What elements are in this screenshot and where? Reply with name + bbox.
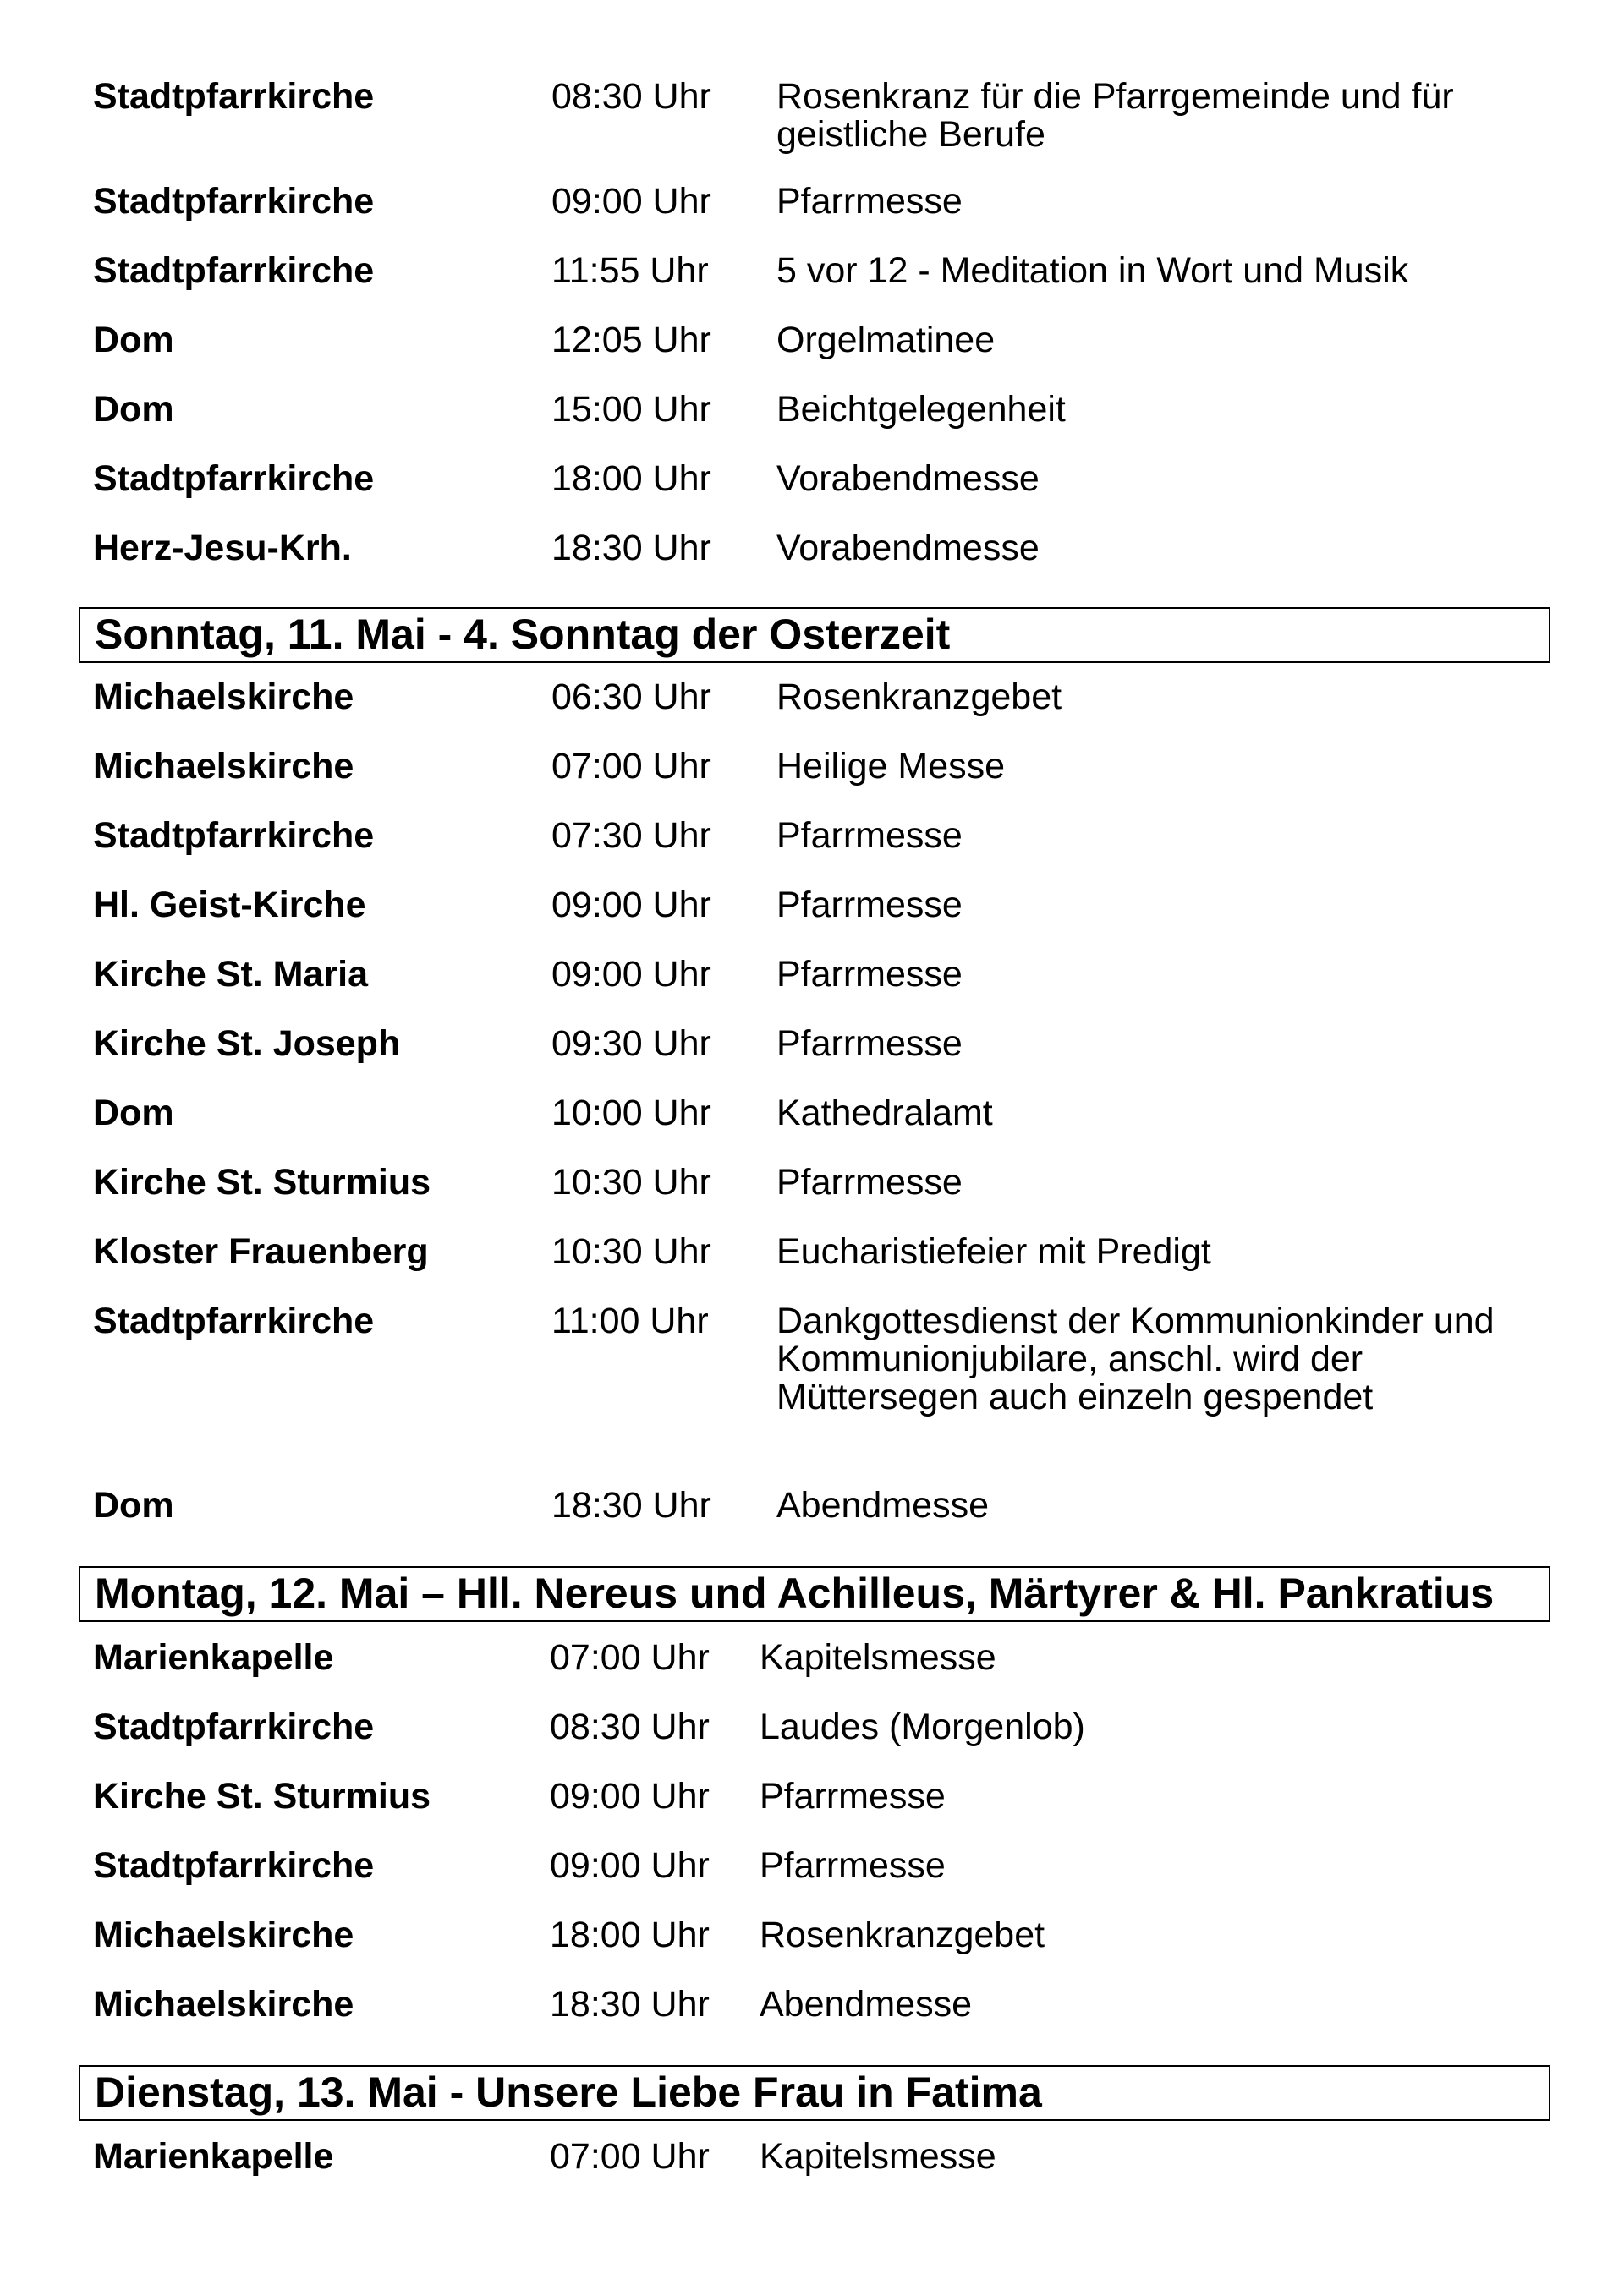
- church-name: Stadtpfarrkirche: [93, 1301, 375, 1341]
- church-name: Michaelskirche: [93, 746, 354, 786]
- service-description-line: Pfarrmesse: [776, 1023, 963, 1064]
- service-description-line: 5 vor 12 - Meditation in Wort und Musik: [776, 250, 1409, 291]
- service-description: [776, 748, 1005, 786]
- church-name: Kloster Frauenberg: [93, 1231, 429, 1272]
- church-name: Stadtpfarrkirche: [93, 76, 375, 117]
- service-description-line: Pfarrmesse: [760, 1845, 946, 1886]
- church-name: Hl. Geist-Kirche: [93, 885, 366, 925]
- service-description: [776, 529, 1040, 567]
- service-time: 09:00 Uhr: [551, 954, 711, 995]
- church-name: Michaelskirche: [93, 1984, 354, 2025]
- service-description-line: Pfarrmesse: [776, 181, 963, 222]
- service-description: [760, 2138, 996, 2176]
- service-description: [776, 252, 1408, 290]
- service-time: 09:00 Uhr: [550, 1845, 710, 1886]
- service-time: 15:00 Uhr: [551, 389, 711, 430]
- service-description-line: Laudes (Morgenlob): [760, 1707, 1085, 1747]
- service-time: 09:00 Uhr: [550, 1776, 710, 1817]
- church-name: Dom: [93, 1093, 174, 1133]
- service-time: 18:00 Uhr: [551, 458, 711, 499]
- church-name: Kirche St. Maria: [93, 954, 368, 995]
- service-description-line: Müttersegen auch einzeln gespendet: [776, 1377, 1374, 1417]
- service-description: [776, 460, 1040, 498]
- service-description: [776, 391, 1066, 429]
- church-name: Marienkapelle: [93, 2136, 334, 2177]
- service-description: [760, 1639, 996, 1677]
- service-time: 18:30 Uhr: [551, 1485, 711, 1526]
- service-description: [776, 1094, 993, 1132]
- service-description-line: Vorabendmesse: [776, 458, 1040, 499]
- service-description-line: Heilige Messe: [776, 746, 1006, 786]
- service-time: 11:00 Uhr: [551, 1301, 709, 1341]
- service-description: [776, 1487, 989, 1525]
- service-description: [776, 1164, 963, 1202]
- church-name: Stadtpfarrkirche: [93, 181, 375, 222]
- service-description: [776, 886, 963, 924]
- day-header: Sonntag, 11. Mai - 4. Sonntag der Osterzeit: [79, 607, 1550, 663]
- day-header: Dienstag, 13. Mai - Unsere Liebe Frau in Fatima: [79, 2065, 1550, 2121]
- service-description-line: Beichtgelegenheit: [776, 389, 1066, 430]
- church-name: Michaelskirche: [93, 1915, 354, 1955]
- church-name: Marienkapelle: [93, 1637, 334, 1678]
- service-description-line: Rosenkranzgebet: [760, 1915, 1045, 1955]
- service-time: 18:30 Uhr: [551, 528, 711, 568]
- service-time: 18:30 Uhr: [550, 1984, 710, 2025]
- church-name: Kirche St. Sturmius: [93, 1776, 431, 1817]
- service-time: 10:30 Uhr: [551, 1162, 711, 1203]
- service-description: [776, 1025, 963, 1063]
- service-description: [760, 1778, 946, 1816]
- service-description-line: Rosenkranz für die Pfarrgemeinde und für: [776, 76, 1454, 117]
- service-description: [776, 678, 1062, 716]
- service-description-line: Abendmesse: [776, 1485, 989, 1526]
- service-description-line: Dankgottesdienst der Kommunionkinder und: [776, 1301, 1495, 1341]
- service-description: [776, 956, 963, 994]
- church-name: Dom: [93, 1485, 174, 1526]
- service-description: [760, 1916, 1045, 1954]
- service-time: 11:55 Uhr: [551, 250, 709, 291]
- service-description-line: Eucharistiefeier mit Predigt: [776, 1231, 1211, 1272]
- church-name: Stadtpfarrkirche: [93, 250, 375, 291]
- service-time: 09:30 Uhr: [551, 1023, 711, 1064]
- service-description-line: Kathedralamt: [776, 1093, 993, 1133]
- service-time: 07:30 Uhr: [551, 815, 711, 856]
- service-time: 08:30 Uhr: [551, 76, 711, 117]
- church-name: Michaelskirche: [93, 677, 354, 717]
- church-name: Kirche St. Joseph: [93, 1023, 401, 1064]
- service-time: 07:00 Uhr: [551, 746, 711, 786]
- service-description: [760, 1708, 1085, 1746]
- service-description-line: Orgelmatinee: [776, 320, 996, 360]
- service-description-line: Pfarrmesse: [776, 954, 963, 995]
- service-description: [776, 321, 995, 359]
- service-time: 12:05 Uhr: [551, 320, 711, 360]
- church-name: Dom: [93, 320, 174, 360]
- service-description: [776, 1302, 1495, 1417]
- service-description-line: Vorabendmesse: [776, 528, 1040, 568]
- church-name: Stadtpfarrkirche: [93, 1845, 375, 1886]
- service-description-line: Pfarrmesse: [760, 1776, 946, 1817]
- church-name: Kirche St. Sturmius: [93, 1162, 431, 1203]
- service-description-line: Kapitelsmesse: [760, 2136, 996, 2177]
- service-description: [776, 78, 1454, 154]
- service-description: [760, 1986, 972, 2024]
- service-description-line: Pfarrmesse: [776, 815, 963, 856]
- service-description: [776, 183, 963, 221]
- service-time: 10:00 Uhr: [551, 1093, 711, 1133]
- service-time: 08:30 Uhr: [550, 1707, 710, 1747]
- service-description-line: Kommunionjubilare, anschl. wird der: [776, 1339, 1363, 1379]
- service-description: [776, 817, 963, 855]
- service-description-line: Pfarrmesse: [776, 1162, 963, 1203]
- church-name: Dom: [93, 389, 174, 430]
- service-time: 07:00 Uhr: [550, 1637, 710, 1678]
- service-time: 10:30 Uhr: [551, 1231, 711, 1272]
- service-description-line: Rosenkranzgebet: [776, 677, 1062, 717]
- church-name: Stadtpfarrkirche: [93, 1707, 375, 1747]
- church-name: Herz-Jesu-Krh.: [93, 528, 352, 568]
- service-description: [776, 1233, 1211, 1271]
- service-time: 09:00 Uhr: [551, 885, 711, 925]
- service-description: [760, 1847, 946, 1885]
- church-name: Stadtpfarrkirche: [93, 458, 375, 499]
- service-description-line: Abendmesse: [760, 1984, 972, 2025]
- service-time: 18:00 Uhr: [550, 1915, 710, 1955]
- service-description-line: Pfarrmesse: [776, 885, 963, 925]
- day-header: Montag, 12. Mai – Hll. Nereus und Achilleus, Märtyrer & Hl. Pankratius: [79, 1566, 1550, 1622]
- service-time: 09:00 Uhr: [551, 181, 711, 222]
- service-time: 06:30 Uhr: [551, 677, 711, 717]
- service-time: 07:00 Uhr: [550, 2136, 710, 2177]
- service-description-line: Kapitelsmesse: [760, 1637, 996, 1678]
- church-name: Stadtpfarrkirche: [93, 815, 375, 856]
- service-description-line: geistliche Berufe: [776, 114, 1045, 155]
